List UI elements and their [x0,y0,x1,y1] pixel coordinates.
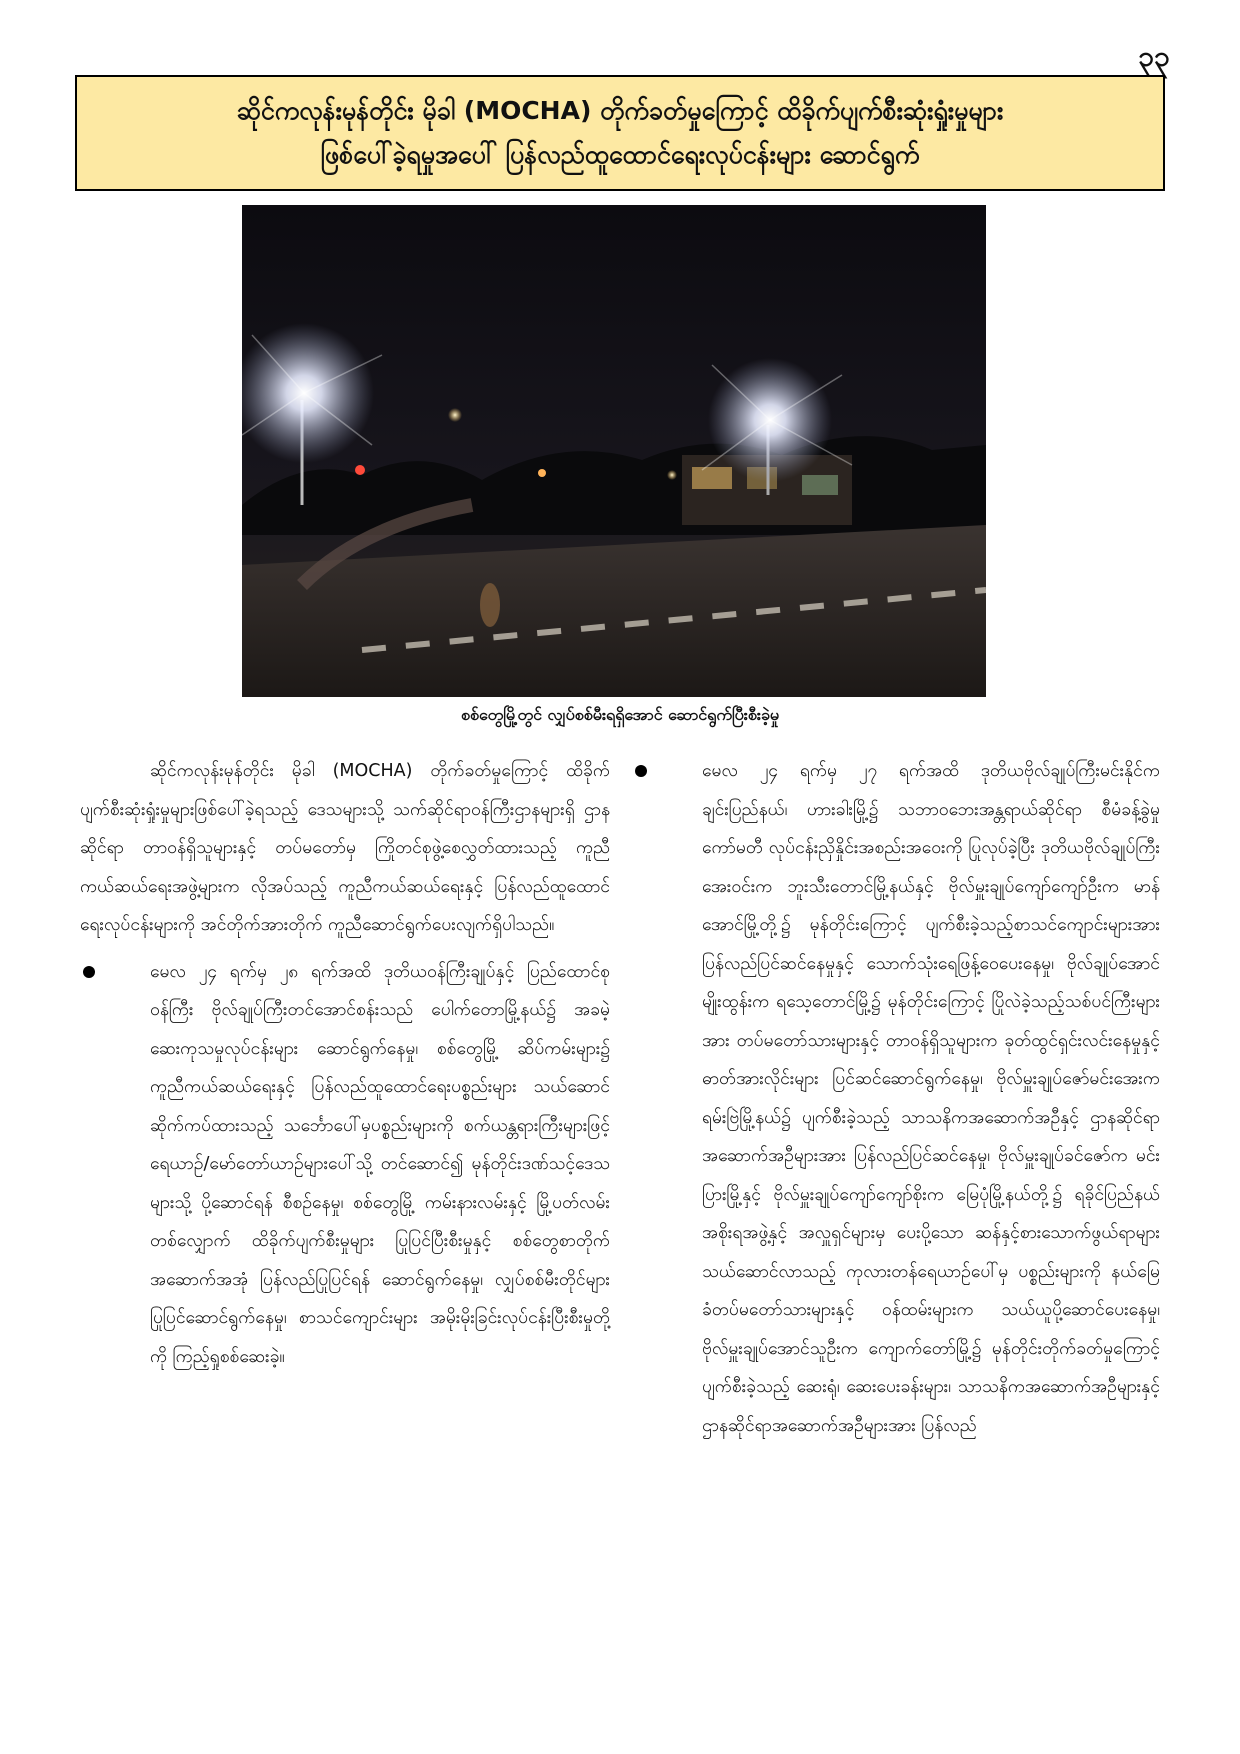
bullet-text: မေလ ၂၄ ရက်မှ ၂၇ ရက်အထိ ဒုတိယဗိုလ်ချုပ်ကြီးမင်းနိုင်က ချင်းပြည်နယ်၊ ဟားခါးမြို့၌ သဘာဝဘေးအန္တရာယ်ဆိုင်ရာ စီမံခန့်ခွဲမှုကော်မတီ လုပ်ငန်းညှိနှိုင်းအစည်းအဝေးကို ပြုလုပ်ခဲ့ပြီး ဒုတိယဗိုလ်ချုပ်ကြီးအေးဝင်းက ဘူးသီးတောင်မြို့နယ်နှင့် ဗိုလ်မှူးချုပ်ကျော်ကျော်ဦးက မာန်အောင်မြို့တို့၌ မုန်တိုင်းကြောင့် ပျက်စီးခဲ့သည့်စာသင်ကျောင်းများအား ပြန်လည်ပြင်ဆင်နေမှုနှင့် သောက်သုံးရေဖြန့်ဝေပေးနေမှု၊ ဗိုလ်ချုပ်အောင်မျိုးထွန်းက ရသေ့တောင်မြို့၌ မုန်တိုင်းကြောင့် ပြိုလဲခဲ့သည့်သစ်ပင်ကြီးများအား တပ်မတော်သားများနှင့် တာဝန်ရှိသူများက ခုတ်ထွင်ရှင်းလင်းနေမှုနှင့် ဓာတ်အားလိုင်းများ ပြင်ဆင်ဆောင်ရွက်နေမှု၊ ဗိုလ်မှူးချုပ်ဇော်မင်းအေးက ရမ်းဗြဲမြို့နယ်၌ ပျက်စီးခဲ့သည့် သာသနိကအဆောက်အဦနှင့် ဌာနဆိုင်ရာအဆောက်အဦများအား ပြန်လည်ပြင်ဆင်နေမှု၊ ဗိုလ်မှူးချုပ်ခင်ဇော်က မင်းပြားမြို့နှင့် ဗိုလ်မှူးချုပ်ကျော်ကျော်စိုးက မြေပုံမြို့နယ်တို့၌ ရခိုင်ပြည်နယ်အစိုးရအဖွဲ့နှင့် အလှူရှင်များမှ ပေးပို့သော ဆန်နှင့်စားသောက်ဖွယ်ရာများ သယ်ဆောင်လာသည့် ကုလားတန်ရေယာဉ်ပေါ်မှ ပစ္စည်းများကို နယ်မြေခံတပ်မတော်သားများနှင့် ဝန်ထမ်းများက သယ်ယူပို့ဆောင်ပေးနေမှု၊ ဗိုလ်မှူးချုပ်အောင်သူဦးက ကျောက်တော်မြို့၌ မုန်တိုင်းတိုက်ခတ်မှုကြောင့် ပျက်စီးခဲ့သည့် ဆေးရုံ၊ ဆေးပေးခန်းများ၊ သာသနိကအဆောက်အဦများနှင့် ဌာနဆိုင်ရာအဆောက်အဦများအား ပြန်လည် [702,761,1160,1436]
bullet-item [80,953,610,1377]
right-column [632,752,1160,1455]
bullet-item [632,752,1160,1445]
article-title-line-2: ဖြစ်ပေါ်ခဲ့ရမှုအပေါ် ပြန်လည်ထူထောင်ရေးလုပ်ငန်းများ ဆောင်ရွက် [320,140,920,169]
intro-paragraph: ဆိုင်ကလုန်းမုန်တိုင်း မိုခါ (MOCHA) တိုက်ခတ်မှုကြောင့် ထိခိုက်ပျက်စီးဆုံးရှုံးမှုများဖြစ်ပေါ်ခဲ့ရသည့် ဒေသများသို့ သက်ဆိုင်ရာဝန်ကြီးဌာနများရှိ ဌာနဆိုင်ရာ တာဝန်ရှိသူများနှင့် တပ်မတော်မှ ကြိုတင်စုဖွဲ့စေလွှတ်ထားသည့် ကူညီကယ်ဆယ်ရေးအဖွဲ့များက လိုအပ်သည့် ကူညီကယ်ဆယ်ရေးနှင့် ပြန်လည်ထူထောင်ရေးလုပ်ငန်းများကို အင်တိုက်အားတိုက် ကူညီဆောင်ရွက်ပေးလျက်ရှိပါသည်။ [80,761,610,935]
article-title-box [75,75,1165,191]
bullet-text: မေလ ၂၄ ရက်မှ ၂၈ ရက်အထိ ဒုတိယဝန်ကြီးချုပ်နှင့် ပြည်ထောင်စုဝန်ကြီး ဗိုလ်ချုပ်ကြီးတင်အောင်စန်းသည် ပေါက်တောမြို့နယ်၌ အခမဲ့ဆေးကုသမှုလုပ်ငန်းများ ဆောင်ရွက်နေမှု၊ စစ်တွေမြို့ ဆိပ်ကမ်းများ၌ ကူညီကယ်ဆယ်ရေးနှင့် ပြန်လည်ထူထောင်ရေးပစ္စည်းများ သယ်ဆောင်ဆိုက်ကပ်ထားသည့် သင်္ဘောပေါ်မှပစ္စည်းများကို စက်ယန္တရားကြီးများဖြင့် ရေယာဉ်/မော်တော်ယာဉ်များပေါ်သို့ တင်ဆောင်၍ မုန်တိုင်းဒဏ်သင့်ဒေသများသို့ ပို့ဆောင်ရန် စီစဉ်နေမှု၊ စစ်တွေမြို့ ကမ်းနားလမ်းနှင့် မြို့ပတ်လမ်းတစ်လျှောက် ထိခိုက်ပျက်စီးမှုများ ပြုပြင်ပြီးစီးမှုနှင့် စစ်တွေစာတိုက်အဆောက်အအုံ ပြန်လည်ပြုပြင်ရန် ဆောင်ရွက်နေမှု၊ လျှပ်စစ်မီးတိုင်များ ပြုပြင်ဆောင်ရွက်နေမှု၊ စာသင်ကျောင်းများ အမိုးမိုးခြင်းလုပ်ငန်းပြီးစီးမှုတို့ကို ကြည့်ရှုစစ်ဆေးခဲ့။ [150,961,610,1367]
page-number: ၃၃ [1138,40,1170,73]
night-street-photo [242,205,986,697]
photo-person-figure [480,583,500,627]
bullet-dot-icon [635,765,647,777]
left-column [80,752,610,1386]
article-title-line-1: ဆိုင်ကလုန်းမုန်တိုင်း မိုခါ (MOCHA) တိုက်ခတ်မှုကြောင့် ထိခိုက်ပျက်စီးဆုံးရှုံးမှုများ [236,96,1004,125]
photo-caption: စစ်တွေမြို့တွင် လျှပ်စစ်မီးရရှိအောင် ဆောင်ရွက်ပြီးစီးခဲ့မှု [460,705,780,724]
bullet-dot-icon [83,966,95,978]
